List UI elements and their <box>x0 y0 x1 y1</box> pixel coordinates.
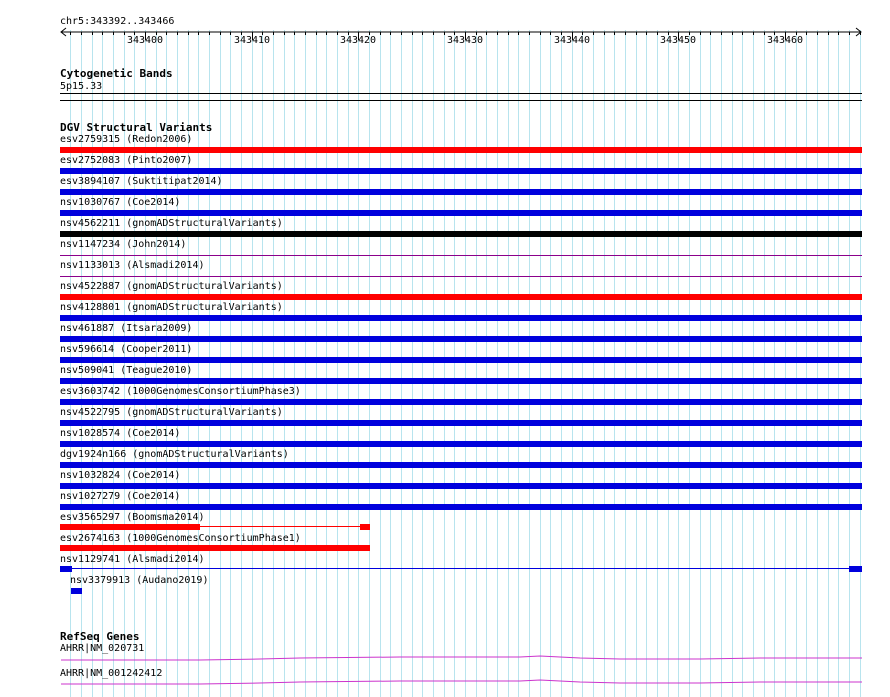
variant-label[interactable]: esv3565297 (Boomsma2014) <box>60 512 205 523</box>
track-title-refseq-genes: RefSeq Genes <box>60 630 140 643</box>
ruler-tick-label: 343440 <box>553 35 591 46</box>
ruler-tick-label: 343400 <box>126 35 164 46</box>
variant-feature-bar[interactable] <box>60 378 862 384</box>
variant-feature-bar[interactable] <box>60 147 862 153</box>
variant-feature-bar[interactable] <box>60 399 862 405</box>
variant-feature-bar[interactable] <box>60 462 862 468</box>
variant-label[interactable]: nsv461887 (Itsara2009) <box>60 323 193 334</box>
variant-feature-bar[interactable] <box>60 483 862 489</box>
variant-label[interactable]: nsv1133013 (Alsmadi2014) <box>60 260 205 271</box>
variant-label[interactable]: nsv3379913 (Audano2019) <box>70 575 209 586</box>
cytoband-line-top <box>60 93 862 94</box>
variant-label[interactable]: nsv4522887 (gnomADStructuralVariants) <box>60 281 283 292</box>
variant-feature-intron[interactable] <box>200 526 360 527</box>
variant-label[interactable]: nsv1032824 (Coe2014) <box>60 470 181 481</box>
ruler-tick-label: 343430 <box>446 35 484 46</box>
variant-feature-bar[interactable] <box>60 210 862 216</box>
variant-feature-bar[interactable] <box>60 441 862 447</box>
variant-label[interactable]: nsv596614 (Cooper2011) <box>60 344 193 355</box>
cytoband-line-bottom <box>60 100 862 101</box>
variant-label[interactable]: esv2674163 (1000GenomesConsortiumPhase1) <box>60 533 301 544</box>
variant-feature-bar[interactable] <box>60 315 862 321</box>
variant-feature-bar[interactable] <box>60 545 370 551</box>
variant-label[interactable]: nsv4128801 (gnomADStructuralVariants) <box>60 302 283 313</box>
variant-label[interactable]: esv3894107 (Suktitipat2014) <box>60 176 223 187</box>
ruler-position-label: chr5:343392..343466 <box>60 16 175 27</box>
variant-label[interactable]: dgv1924n166 (gnomADStructuralVariants) <box>60 449 289 460</box>
transcript-ahrr-nm-020731[interactable] <box>0 650 890 665</box>
variant-feature-bar[interactable] <box>60 294 862 300</box>
variant-feature-bar[interactable] <box>60 566 72 572</box>
variant-feature-bar[interactable] <box>60 231 862 237</box>
ruler-tick-label: 343420 <box>339 35 377 46</box>
variant-feature-bar[interactable] <box>360 524 370 530</box>
variant-label[interactable]: nsv1028574 (Coe2014) <box>60 428 181 439</box>
variant-label[interactable]: esv2759315 (Redon2006) <box>60 134 193 145</box>
variant-feature-bar[interactable] <box>60 420 862 426</box>
variant-label[interactable]: nsv4562211 (gnomADStructuralVariants) <box>60 218 283 229</box>
variant-feature-bar[interactable] <box>849 566 862 572</box>
variant-feature-bar[interactable] <box>60 276 862 277</box>
track-title-dgv-structural-variants: DGV Structural Variants <box>60 121 213 134</box>
variant-feature-bar[interactable] <box>60 357 862 363</box>
transcript-ahrr-nm-001242412[interactable] <box>0 675 890 690</box>
ruler-tick-label: 343450 <box>659 35 697 46</box>
variant-label[interactable]: esv2752083 (Pinto2007) <box>60 155 193 166</box>
variant-label[interactable]: nsv1027279 (Coe2014) <box>60 491 181 502</box>
variant-feature-bar[interactable] <box>60 168 862 174</box>
variant-label[interactable]: nsv509041 (Teague2010) <box>60 365 193 376</box>
variant-label[interactable]: nsv1030767 (Coe2014) <box>60 197 181 208</box>
transcript-label[interactable]: AHRR|NM_001242412 <box>60 668 163 679</box>
variant-feature-bar[interactable] <box>60 255 862 256</box>
transcript-label[interactable]: AHRR|NM_020731 <box>60 643 145 654</box>
variant-feature-bar[interactable] <box>60 524 200 530</box>
variant-feature-bar[interactable] <box>60 504 862 510</box>
variant-feature-intron[interactable] <box>60 568 862 569</box>
variant-feature-bar[interactable] <box>60 336 862 342</box>
variant-feature-bar[interactable] <box>71 588 82 594</box>
ruler-tick-label: 343410 <box>233 35 271 46</box>
cytoband-label: 5p15.33 <box>60 81 103 92</box>
variant-label[interactable]: nsv4522795 (gnomADStructuralVariants) <box>60 407 283 418</box>
ruler-tick-label: 343460 <box>766 35 804 46</box>
track-title-cytogenetic-bands: Cytogenetic Bands <box>60 67 173 80</box>
variant-label[interactable]: esv3603742 (1000GenomesConsortiumPhase3) <box>60 386 301 397</box>
variant-label[interactable]: nsv1147234 (John2014) <box>60 239 187 250</box>
variant-feature-bar[interactable] <box>60 189 862 195</box>
variant-label[interactable]: nsv1129741 (Alsmadi2014) <box>60 554 205 565</box>
